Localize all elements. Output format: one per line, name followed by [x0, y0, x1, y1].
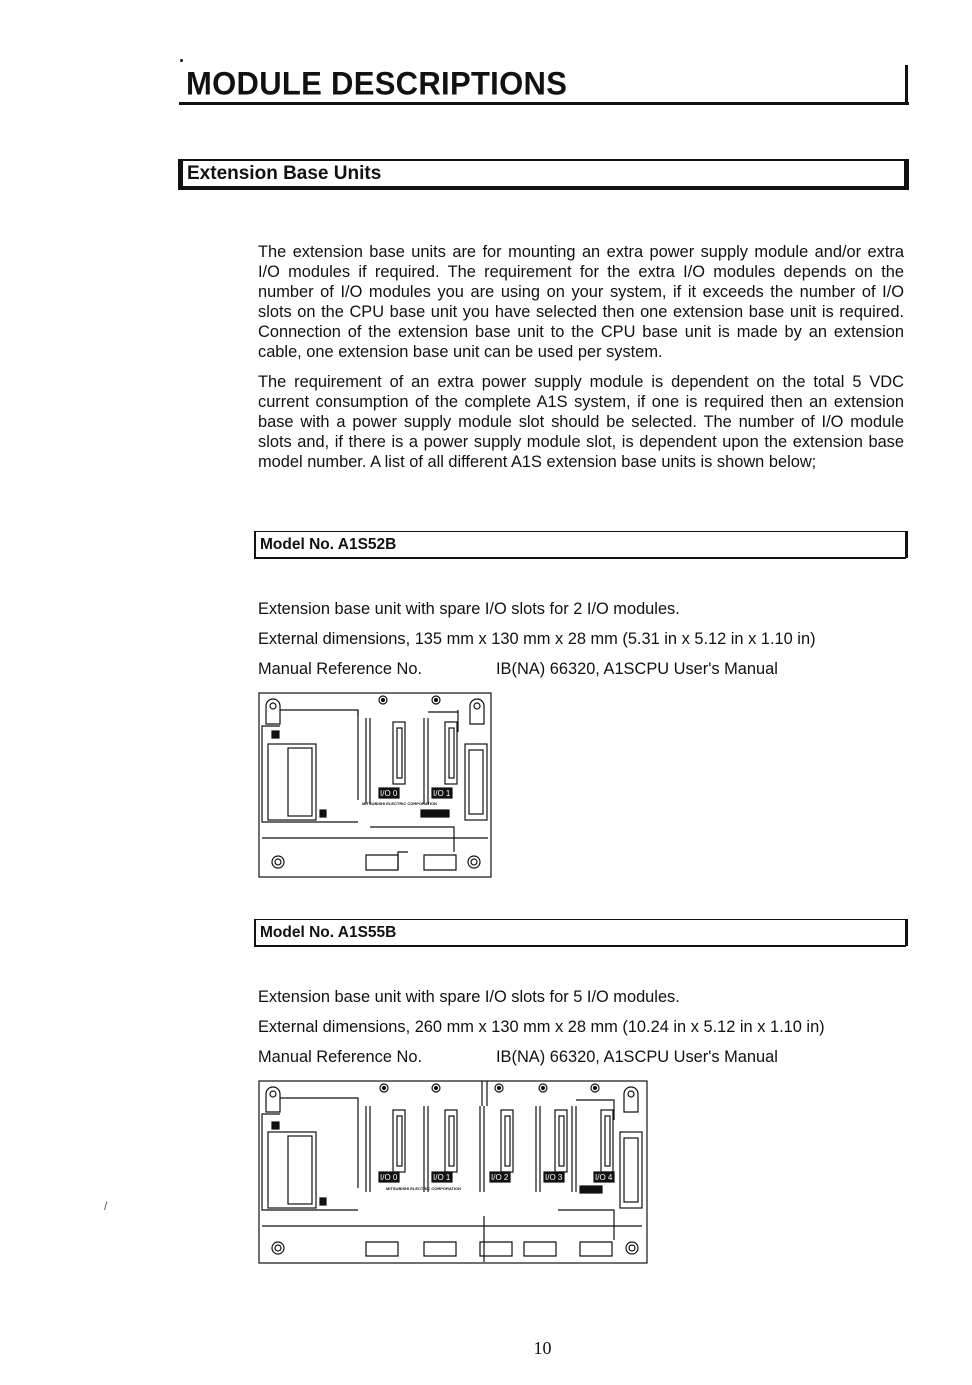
model-header-a1s52b: [254, 531, 906, 559]
slot-label: I/O 3: [545, 1173, 563, 1182]
manual-reference-label: Manual Reference No.: [258, 660, 422, 678]
a1s52b-base-unit-diagram: [258, 692, 492, 878]
model-title: Model No. A1S55B: [260, 924, 397, 941]
scan-artifact: /: [104, 1199, 108, 1213]
slot-label: I/O 1: [433, 789, 451, 798]
title-bullet-mark: [180, 59, 183, 62]
title-underline: [179, 102, 909, 105]
manual-reference-value: IB(NA) 66320, A1SCPU User's Manual: [496, 660, 778, 678]
model-description: Extension base unit with spare I/O slots for 2 I/O modules.: [258, 600, 680, 618]
intro-paragraph-2: The requirement of an extra power supply module is dependent on the total 5 VDC current consumption of the complete A1S system, if one is required then an extension base with a power supply module slot should be selected. The number of I/O module slots and, if there is a power supply module slot, is dependent upon the extension base model number. A list of all different A1S extension base units is shown below;: [258, 373, 904, 471]
a1s55b-base-unit-diagram: [258, 1080, 648, 1264]
slot-label: I/O 2: [491, 1173, 509, 1182]
title-right-bar: [905, 65, 908, 105]
slot-label: I/O 0: [380, 1173, 398, 1182]
mount-hole-icon: [272, 856, 284, 868]
manufacturer-label: MITSUBISHI ELECTRIC CORPORATION: [386, 1186, 462, 1191]
mount-hole-icon: [626, 1242, 638, 1254]
page-number: 10: [533, 1338, 552, 1358]
manual-reference-label: Manual Reference No.: [258, 1048, 422, 1066]
section-title: Extension Base Units: [187, 163, 382, 184]
mount-hole-icon: [272, 1242, 284, 1254]
model-dimensions: External dimensions, 260 mm x 130 mm x 28 mm (10.24 in x 5.12 in x 1.10 in): [258, 1018, 825, 1036]
manual-reference-value: IB(NA) 66320, A1SCPU User's Manual: [496, 1048, 778, 1066]
model-dimensions: External dimensions, 135 mm x 130 mm x 28 mm (5.31 in x 5.12 in x 1.10 in): [258, 630, 816, 648]
slot-label: I/O 1: [433, 1173, 451, 1182]
page-title: MODULE DESCRIPTIONS: [186, 65, 568, 102]
intro-paragraph-1: The extension base units are for mounting an extra power supply module and/or extra I/O modules if required. The requirement for the extra I/O modules depends on the number of I/O modules you are using on your system, if it exceeds the number of I/O slots on the CPU base unit you have selected then one extension base unit is required. Connection of the extension base unit to the CPU base unit is made by an extension cable, one extension base unit can be used per system.: [258, 243, 904, 361]
model-title: Model No. A1S52B: [260, 536, 397, 553]
mount-hole-icon: [468, 856, 480, 868]
model-description: Extension base unit with spare I/O slots for 5 I/O modules.: [258, 988, 680, 1006]
manufacturer-label: MITSUBISHI ELECTRIC CORPORATION: [362, 801, 438, 806]
slot-label: I/O 0: [380, 789, 398, 798]
slot-label: I/O 4: [595, 1173, 613, 1182]
section-header: [178, 159, 909, 190]
model-header-a1s55b: [254, 919, 906, 947]
